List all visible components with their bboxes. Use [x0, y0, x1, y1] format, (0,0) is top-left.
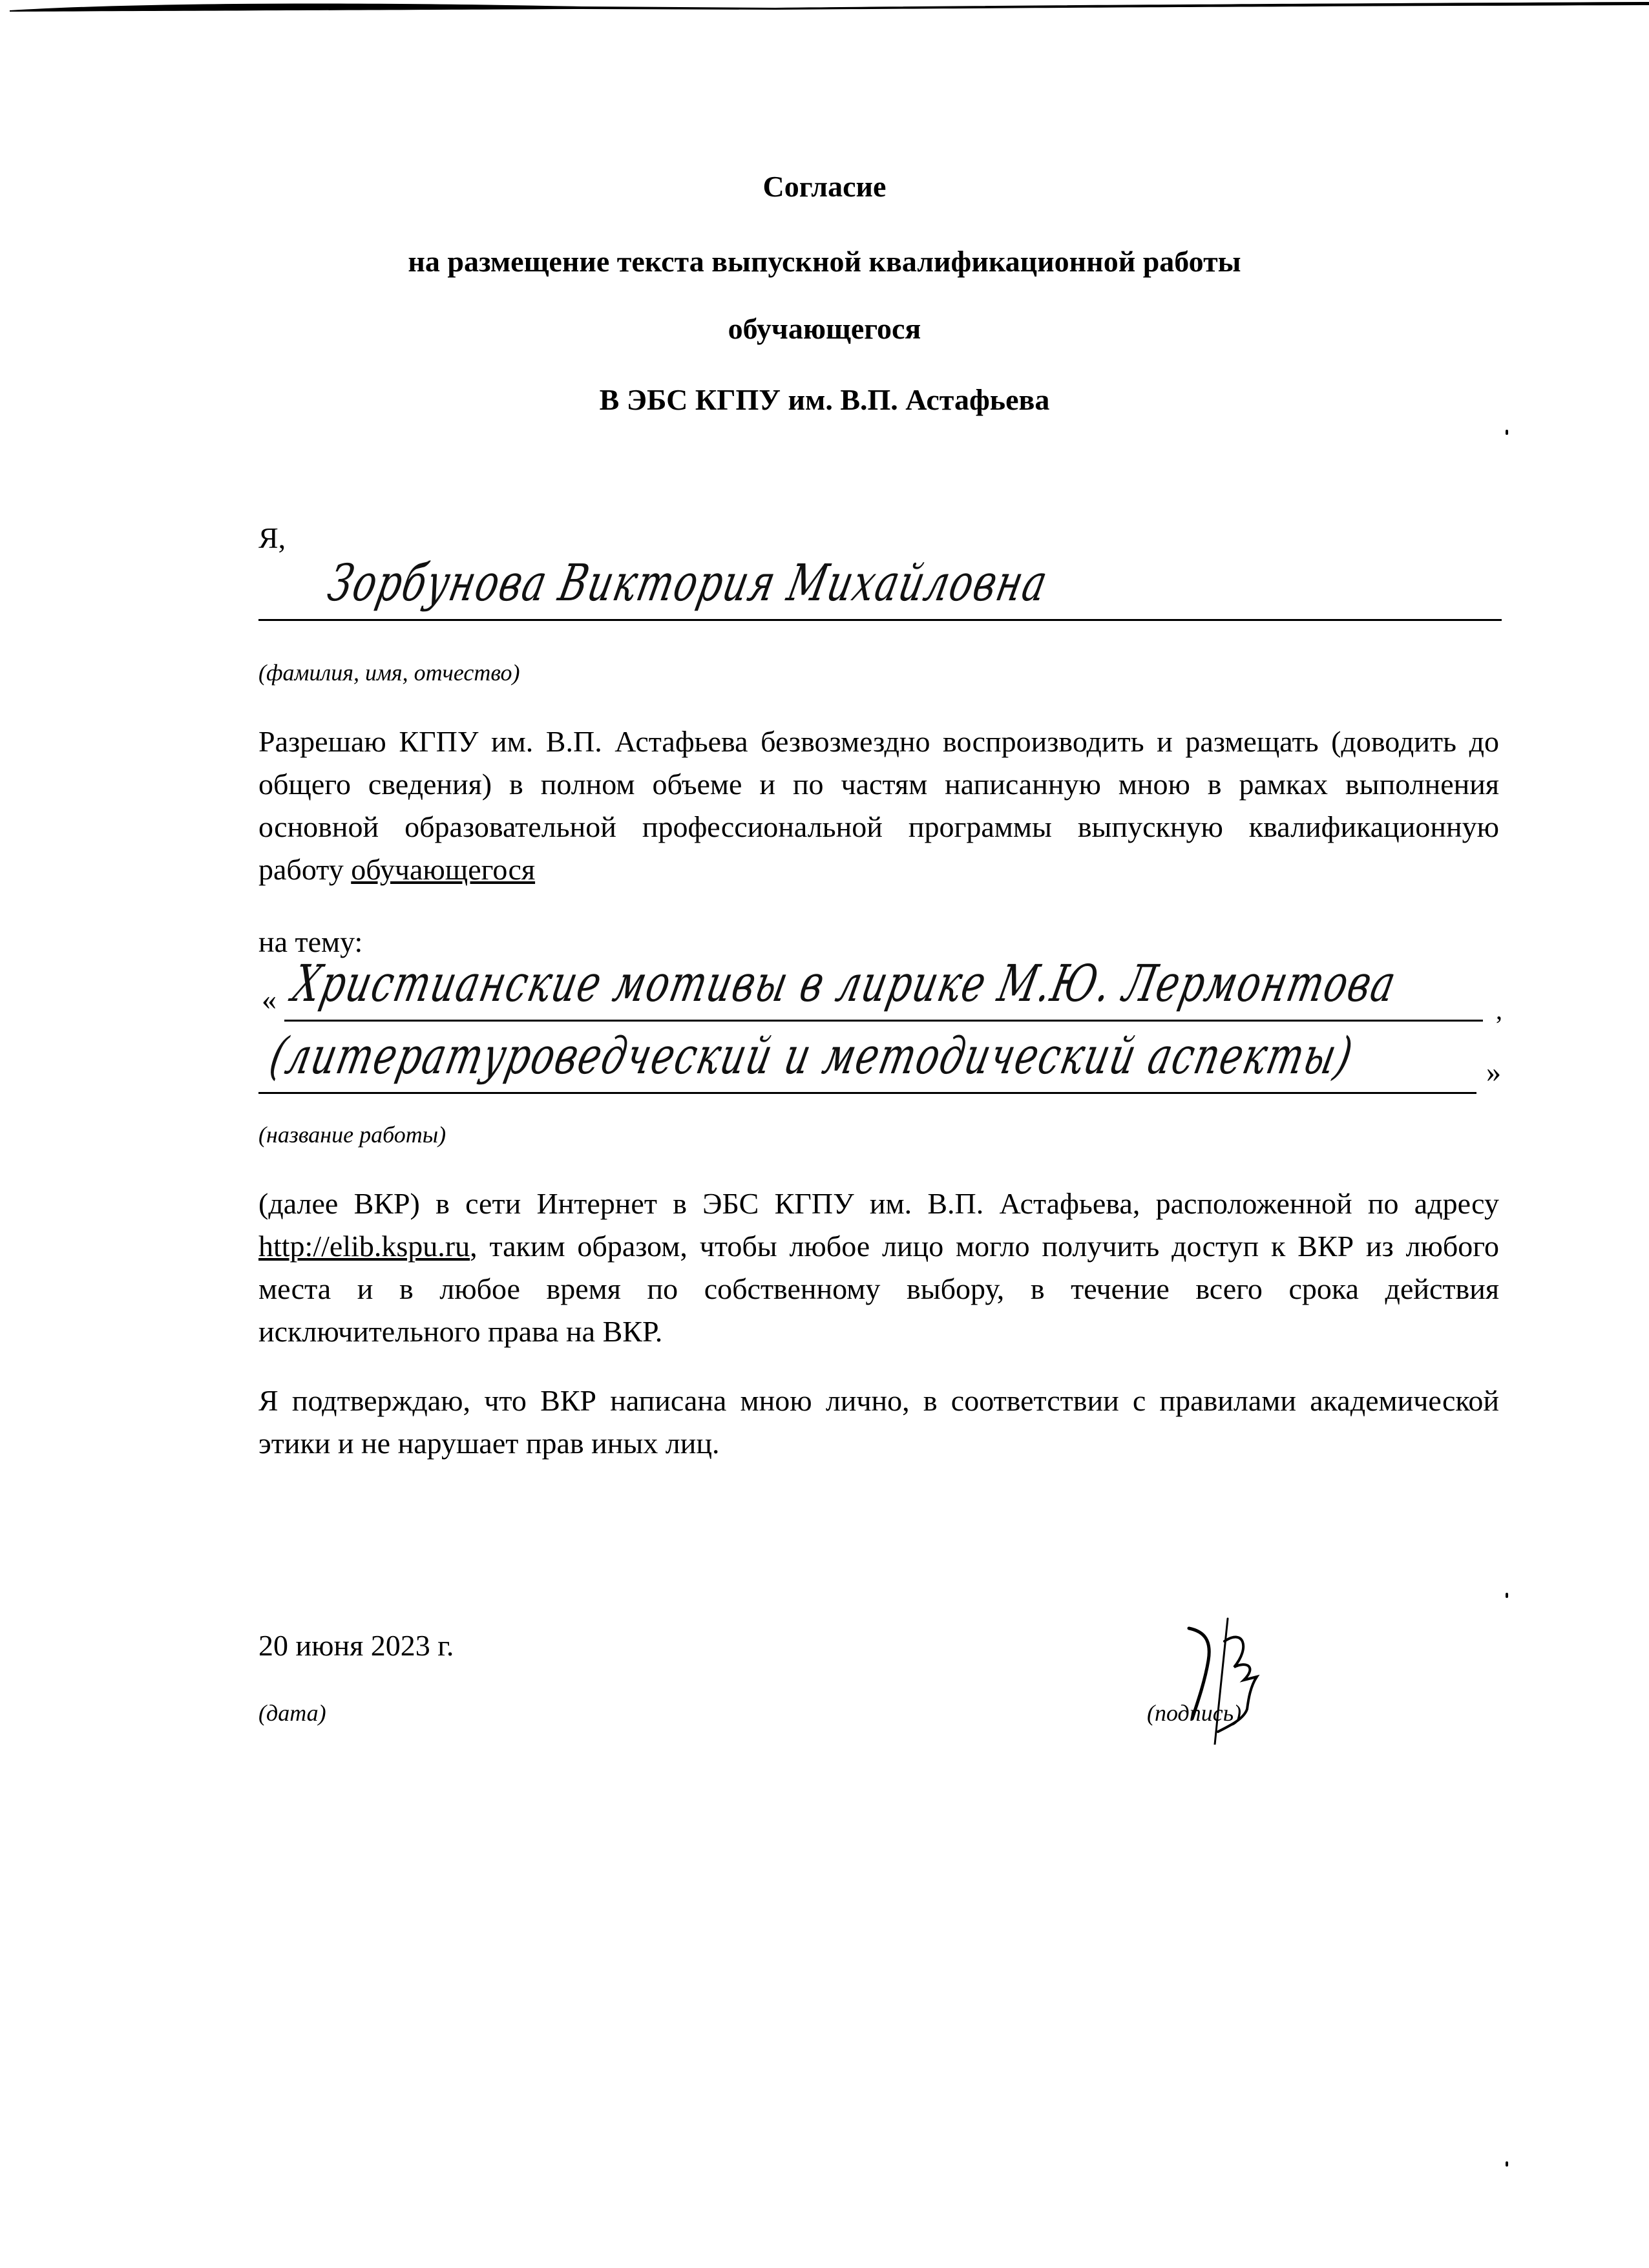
scan-speck — [1506, 430, 1508, 435]
topic-label: на тему: — [258, 925, 363, 958]
scan-speck — [1506, 2161, 1508, 2167]
fio-handwritten: Зорбунова Виктория Михайловна — [323, 553, 1054, 613]
intro-ya: Я, — [258, 521, 286, 554]
permission-text: Разрешаю КГПУ им. В.П. Астафьева безвозмездно воспроизводить и размещать (доводить до общего сведения) в полном объеме и по частям написанную мною в рамках выполнения основной образовательной профессиональной программы выпускную квалификационную работу — [258, 725, 1499, 886]
document-subtitle-line2: обучающегося — [728, 312, 921, 345]
topic-caption: (название работы) — [258, 1122, 446, 1148]
confirmation-paragraph: Я подтверждаю, что ВКР написана мною лично, в соответствии с правилами академической этики и не нарушает прав иных лиц. — [258, 1384, 1499, 1460]
quote-open: « — [262, 983, 277, 1016]
document-title: Согласие — [762, 170, 887, 203]
signature-caption: (подпись) — [1147, 1700, 1242, 1726]
elib-link[interactable]: http://elib.kspu.ru — [258, 1230, 470, 1263]
publication-text-start: (далее ВКР) в сети Интернет в ЭБС КГПУ им. В.П. Астафьева, расположенной по адресу — [258, 1187, 1499, 1220]
scan-edge-artifact — [0, 0, 1649, 13]
date-caption: (дата) — [258, 1700, 326, 1726]
topic-underline-1 — [284, 1020, 1483, 1022]
document-subtitle-line1: на размещение текста выпускной квалификационной работы — [408, 245, 1241, 278]
fio-underline — [258, 619, 1502, 621]
permission-underlined-word: обучающегося — [351, 853, 536, 886]
date-value: 20 июня 2023 г. — [258, 1629, 454, 1662]
quote-close: » — [1486, 1055, 1501, 1088]
publication-paragraph — [258, 1182, 1499, 1353]
scan-speck — [1506, 1593, 1508, 1598]
topic-underline-2 — [258, 1092, 1476, 1094]
scan-shadow — [10, 2, 1649, 12]
document-subtitle-line3: В ЭБС КГПУ им. В.П. Астафьева — [599, 383, 1050, 416]
topic-handwritten-line1: Христианские мотивы в лирике М.Ю. Лермонтова — [288, 954, 1402, 1013]
topic-handwritten-line2: (литературоведческий и методический аспекты) — [265, 1026, 1359, 1086]
fio-caption: (фамилия, имя, отчество) — [258, 660, 520, 686]
publication-text-end: , таким образом, чтобы любое лицо могло получить доступ к ВКР из любого места и в любое время по собственному выбору, в течение всего срока действия исключительного права на ВКР. — [258, 1230, 1499, 1348]
permission-paragraph — [258, 720, 1499, 891]
topic-trailing-mark: , — [1496, 996, 1502, 1025]
